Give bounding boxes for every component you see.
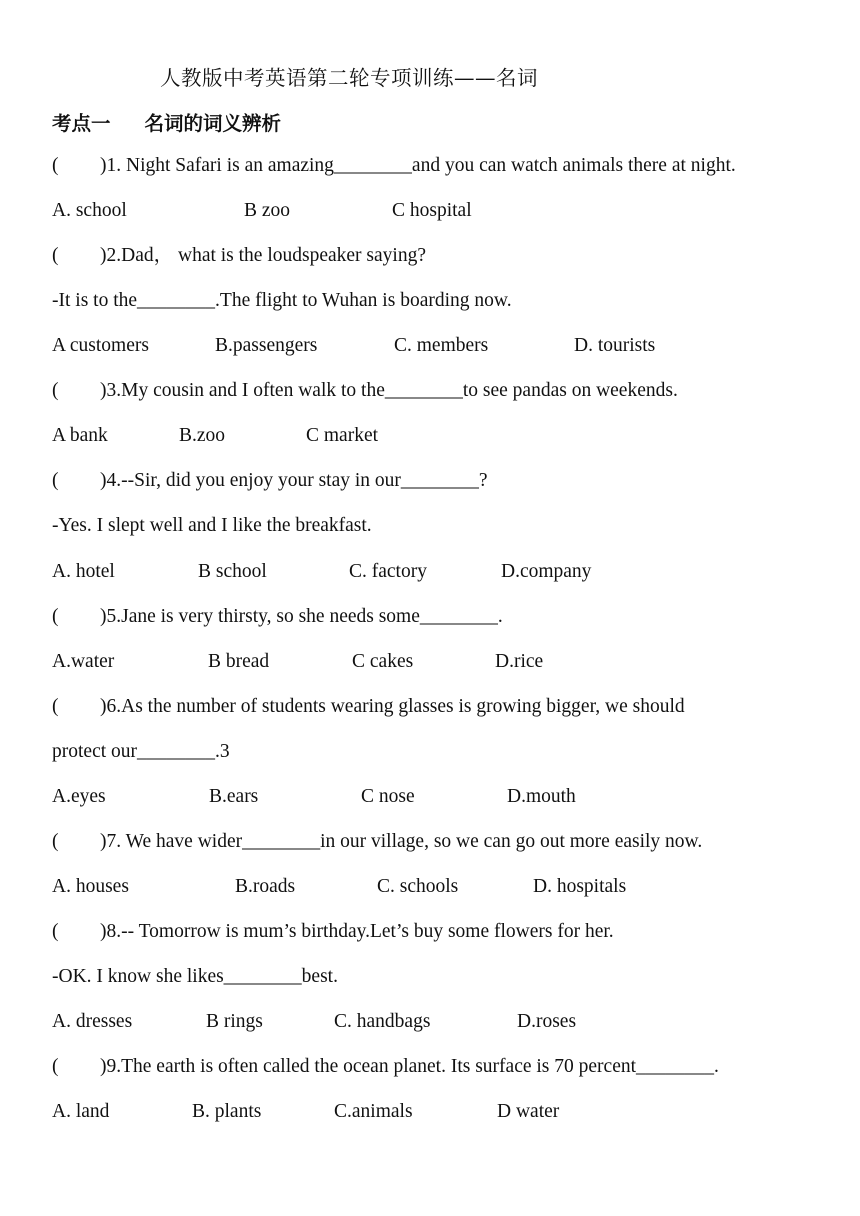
option: A. land	[52, 1101, 110, 1122]
question-2-dialogue: -It is to the________.The flight to Wuhan is boarding now.	[52, 290, 512, 311]
option: A. houses	[52, 876, 129, 897]
question-2-stem: ( )2.Dad， what is the loudspeaker saying?	[52, 245, 426, 266]
option: B. plants	[192, 1101, 262, 1122]
option: A bank	[52, 425, 108, 446]
option: B rings	[206, 1011, 263, 1032]
answer-paren: (	[52, 921, 59, 942]
answer-paren: (	[52, 1056, 59, 1077]
option: D.mouth	[507, 786, 576, 807]
option: C market	[306, 425, 379, 446]
option: C. schools	[377, 876, 459, 897]
option: A customers	[52, 335, 149, 356]
answer-paren: (	[52, 155, 59, 176]
question-7-stem: ( )7. We have wider________in our village, so we can go out more easily now.	[52, 831, 703, 852]
answer-paren: (	[52, 696, 59, 717]
answer-paren: (	[52, 245, 59, 266]
question-8-stem: ( )8.-- Tomorrow is mum’s birthday.Let’s buy some flowers for her.	[52, 921, 614, 942]
option: D.roses	[517, 1011, 577, 1032]
option: D. hospitals	[533, 876, 627, 897]
option: D. tourists	[574, 335, 656, 356]
answer-paren: (	[52, 470, 59, 491]
option: A.water	[52, 651, 115, 672]
option: C. factory	[349, 561, 427, 582]
question-3-stem: ( )3.My cousin and I often walk to the________to see pandas on weekends.	[52, 380, 678, 401]
option: B zoo	[244, 200, 291, 221]
question-9-stem: ( )9.The earth is often called the ocean planet. Its surface is 70 percent________.	[52, 1056, 719, 1077]
option: B school	[198, 561, 267, 582]
option: B bread	[208, 651, 270, 672]
option: D.company	[501, 561, 592, 582]
section-heading	[52, 108, 281, 136]
question-5-stem: ( )5.Jane is very thirsty, so she needs some________.	[52, 606, 503, 627]
option: A. dresses	[52, 1011, 133, 1032]
section-label: 考点一	[52, 112, 111, 135]
option: C cakes	[352, 651, 414, 672]
question-6-continuation: protect our________.3	[52, 741, 230, 762]
question-1-stem: ( )1. Night Safari is an amazing________and you can watch animals there at night.	[52, 155, 736, 176]
option: B.roads	[235, 876, 296, 897]
question-4-dialogue: -Yes. I slept well and I like the breakfast.	[52, 515, 372, 536]
option: A. school	[52, 200, 127, 221]
document-title: 人教版中考英语第二轮专项训练——名词	[160, 66, 538, 90]
section-title: 名词的词义辨析	[144, 112, 282, 135]
option: D.rice	[495, 651, 544, 672]
option: B.ears	[209, 786, 259, 807]
answer-paren: (	[52, 380, 59, 401]
question-6-stem: ( )6.As the number of students wearing glasses is growing bigger, we should	[52, 696, 685, 717]
option: C. members	[394, 335, 489, 356]
option: B.passengers	[215, 335, 318, 356]
question-8-dialogue: -OK. I know she likes________best.	[52, 966, 338, 987]
option: B.zoo	[179, 425, 226, 446]
question-4-stem: ( )4.--Sir, did you enjoy your stay in our________?	[52, 470, 488, 491]
option: A.eyes	[52, 786, 106, 807]
answer-paren: (	[52, 606, 59, 627]
option: C hospital	[392, 200, 472, 221]
answer-paren: (	[52, 831, 59, 852]
option: D water	[497, 1101, 560, 1122]
option: C nose	[361, 786, 415, 807]
option: A. hotel	[52, 561, 115, 582]
option: C. handbags	[334, 1011, 431, 1032]
option: C.animals	[334, 1101, 413, 1122]
